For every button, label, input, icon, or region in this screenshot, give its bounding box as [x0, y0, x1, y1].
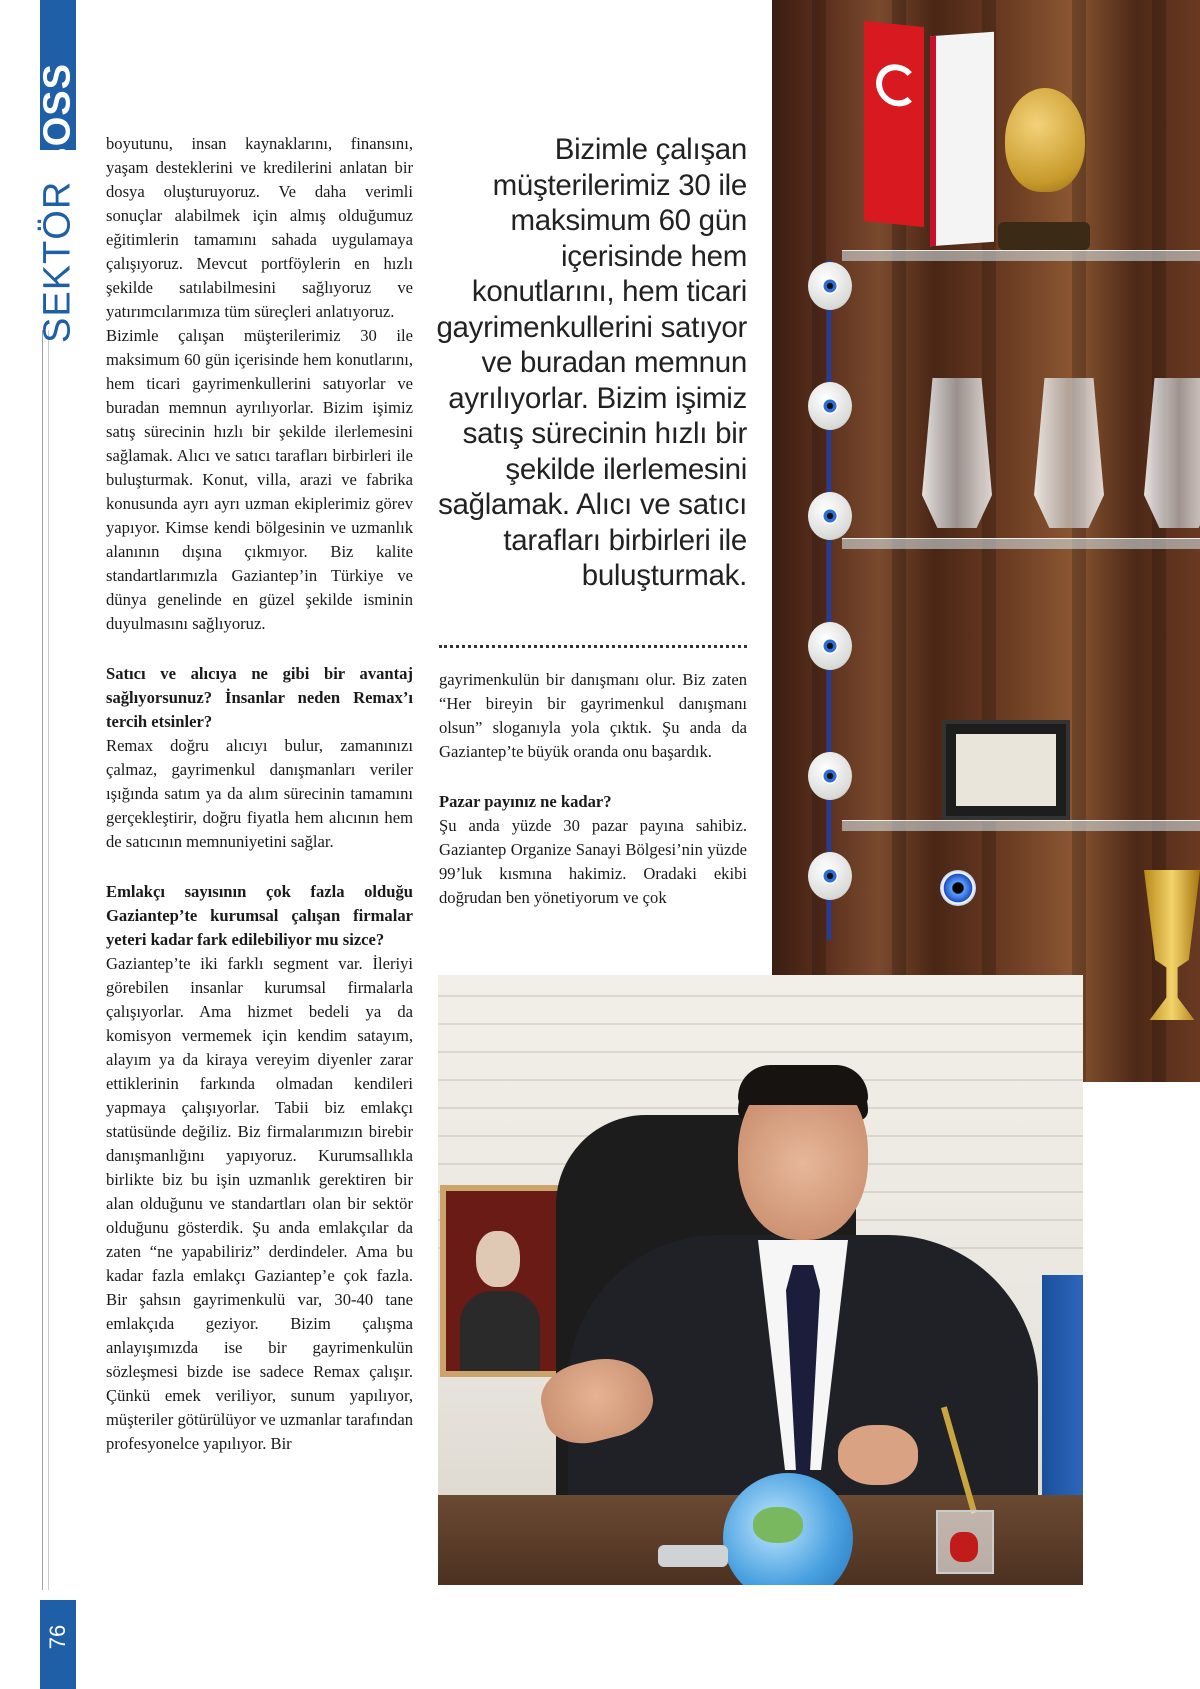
- page-number: 76: [45, 1624, 70, 1650]
- pull-quote: Bizimle çalışan müşterilerimiz 30 ile maksimum 60 gün içerisinde hem konutlarını, hem ticari gayrimenkullerini satıyor ve buradan memnun ayrılıyorlar. Bizim işimiz satış sürecinin hızlı bir şekilde ilerlemesini sağlamak. Alıcı ve satıcı tarafları birbirleri ile buluşturmak.: [436, 133, 747, 592]
- pull-quote-divider: [439, 645, 747, 648]
- question-heading: Emlakçı sayısının çok fazla olduğu Gaziantep’te kurumsal çalışan firmalar yeteri kadar fark edilebiliyor mu sizce?: [106, 882, 413, 949]
- page-number-box: [40, 1600, 76, 1689]
- glass-trophy-icon: [1034, 378, 1104, 528]
- paragraph: Şu anda yüzde 30 pazar payına sahibiz. Gaziantep Organize Sanayi Bölgesi’nin yüzde 99’luk kısmına hakimiz. Oradaki ekibi doğrudan ben yönetiyorum ve çok: [439, 816, 747, 907]
- brand-sektor: SEKTÖR: [36, 180, 79, 343]
- shelf-with-awards-and-flags-icon: [772, 0, 1200, 1082]
- turkish-flag-icon: [864, 21, 924, 227]
- evil-eye-ornament-icon: [808, 262, 852, 310]
- paragraph: Bizimle çalışan müşterilerimiz 30 ile maksimum 60 gün içerisinde hem konutlarını, hem ticari gayrimenkullerini satıyorlar ve buradan memnun ayrılıyorlar. Bizim işimiz satış sürecinin hızlı bir şekilde ilerlemesini sağlamak. Alıcı ve satıcı tarafları birbirleri ile buluşturmak. Konut, villa, arazi ve fabrika konusunda ayrı ayrı uzman ekiplerimiz görev yapıyor. Kimse kendi bölgesinin ve uzmanlık alanının dışına çıkmıyor. Biz kalite standartlarımızla Gaziantep’in Türkiye ve dünya genelinde en güzel şekilde isminin duyulmasını sağlıyoruz.: [106, 326, 413, 633]
- remax-flag-icon: [930, 32, 994, 246]
- evil-eye-ornament-icon: [808, 622, 852, 670]
- paragraph: Gaziantep’te iki farklı segment var. İleriyi görebilen insanlar kurumsal firmalarla çalışıyorlar. Ama hizmet bedeli ya da komisyon vermemek için kendim satayım, alayım ya da kiraya vereyim diyenler zarar ettiklerinin farkında olmadan kendileri yapmaya çalışıyorlar. Tabii biz emlakçı statüsünde değiliz. Biz firmalarımızın birebir danışmanlığını yapıyoruz. Kurumsallıkla birlikte biz bu işin uzmanlık gerektiren bir alan olduğunu ve standartları olan bir sektör olduğunu gösterdik. Şu anda emlakçılar da zaten “ne yapabiliriz” derdindeler. Ama bu kadar fazla emlakçı Gaziantep’e çok fazla. Bir şahsın gayrimenkulü var, 30-40 tane emlakçıda geziyor. Bizim çalışma anlayışımızda ise bir gayrimenkulün sözleşmesi bizde ise sadece Remax çalışır. Çünkü emek veriliyor, sunum yapılıyor, müşteriler götürülüyor ve uzmanlar tarafından profesyonelce yapılıyor. Bir: [106, 954, 413, 1453]
- pen-holder-icon: [936, 1510, 994, 1574]
- man-at-desk-photo-icon: [438, 975, 1083, 1585]
- evil-eye-ornament-icon: [808, 752, 852, 800]
- paragraph: Remax doğru alıcıyı bulur, zamanınızı çalmaz, gayrimenkul danışmanları veriler ışığında satım ya da alım sürecinin tamamını gerçekleştirir, doğru fiyatla hem alıcının hem de satıcının memnuniyetini sağlar.: [106, 736, 413, 851]
- glass-trophy-icon: [922, 378, 992, 528]
- evil-eye-glass-icon: [940, 870, 976, 906]
- question-heading: Pazar payınız ne kadar?: [439, 792, 612, 811]
- evil-eye-ornament-icon: [808, 852, 852, 900]
- paragraph: gayrimenkulün bir danışmanı olur. Biz zaten “Her bireyin bir gayrimenkul danışmanı olsun” sloganıyla yola çıktık. Şu anda da Gaziantep’te büyük oranda onu başardık.: [439, 670, 747, 761]
- balloon-trophy-icon: [1005, 88, 1085, 192]
- brand-boss: BOSS: [36, 63, 79, 175]
- evil-eye-ornament-icon: [808, 382, 852, 430]
- article-middle-column: [439, 668, 747, 910]
- framed-portrait-icon: [440, 1185, 564, 1377]
- phone-icon: [658, 1545, 728, 1567]
- article-left-column: [106, 132, 413, 1456]
- paragraph: boyutunu, insan kaynaklarını, finansını, yaşam desteklerini ve kredilerini anlatan bir dosya oluşturuyoruz. Ve daha verimli sonuçlar alabilmek için almış olduğumuz eğitimlerin tamamını sahada uygulamaya çalışıyoruz. Mevcut portföylerin en hızlı şekilde satılabilmesini sağlıyoruz ve yatırımcılarımıza tüm süreçleri anlatıyoruz.: [106, 134, 413, 321]
- spine-divider: [42, 330, 43, 1590]
- evil-eye-ornament-icon: [808, 492, 852, 540]
- magazine-brand: [37, 57, 80, 343]
- award-plaque-icon: [942, 720, 1070, 820]
- question-heading: Satıcı ve alıcıya ne gibi bir avantaj sağlıyorsunuz? İnsanlar neden Remax’ı tercih etsinler?: [106, 664, 413, 731]
- spine-divider-2: [48, 330, 49, 1590]
